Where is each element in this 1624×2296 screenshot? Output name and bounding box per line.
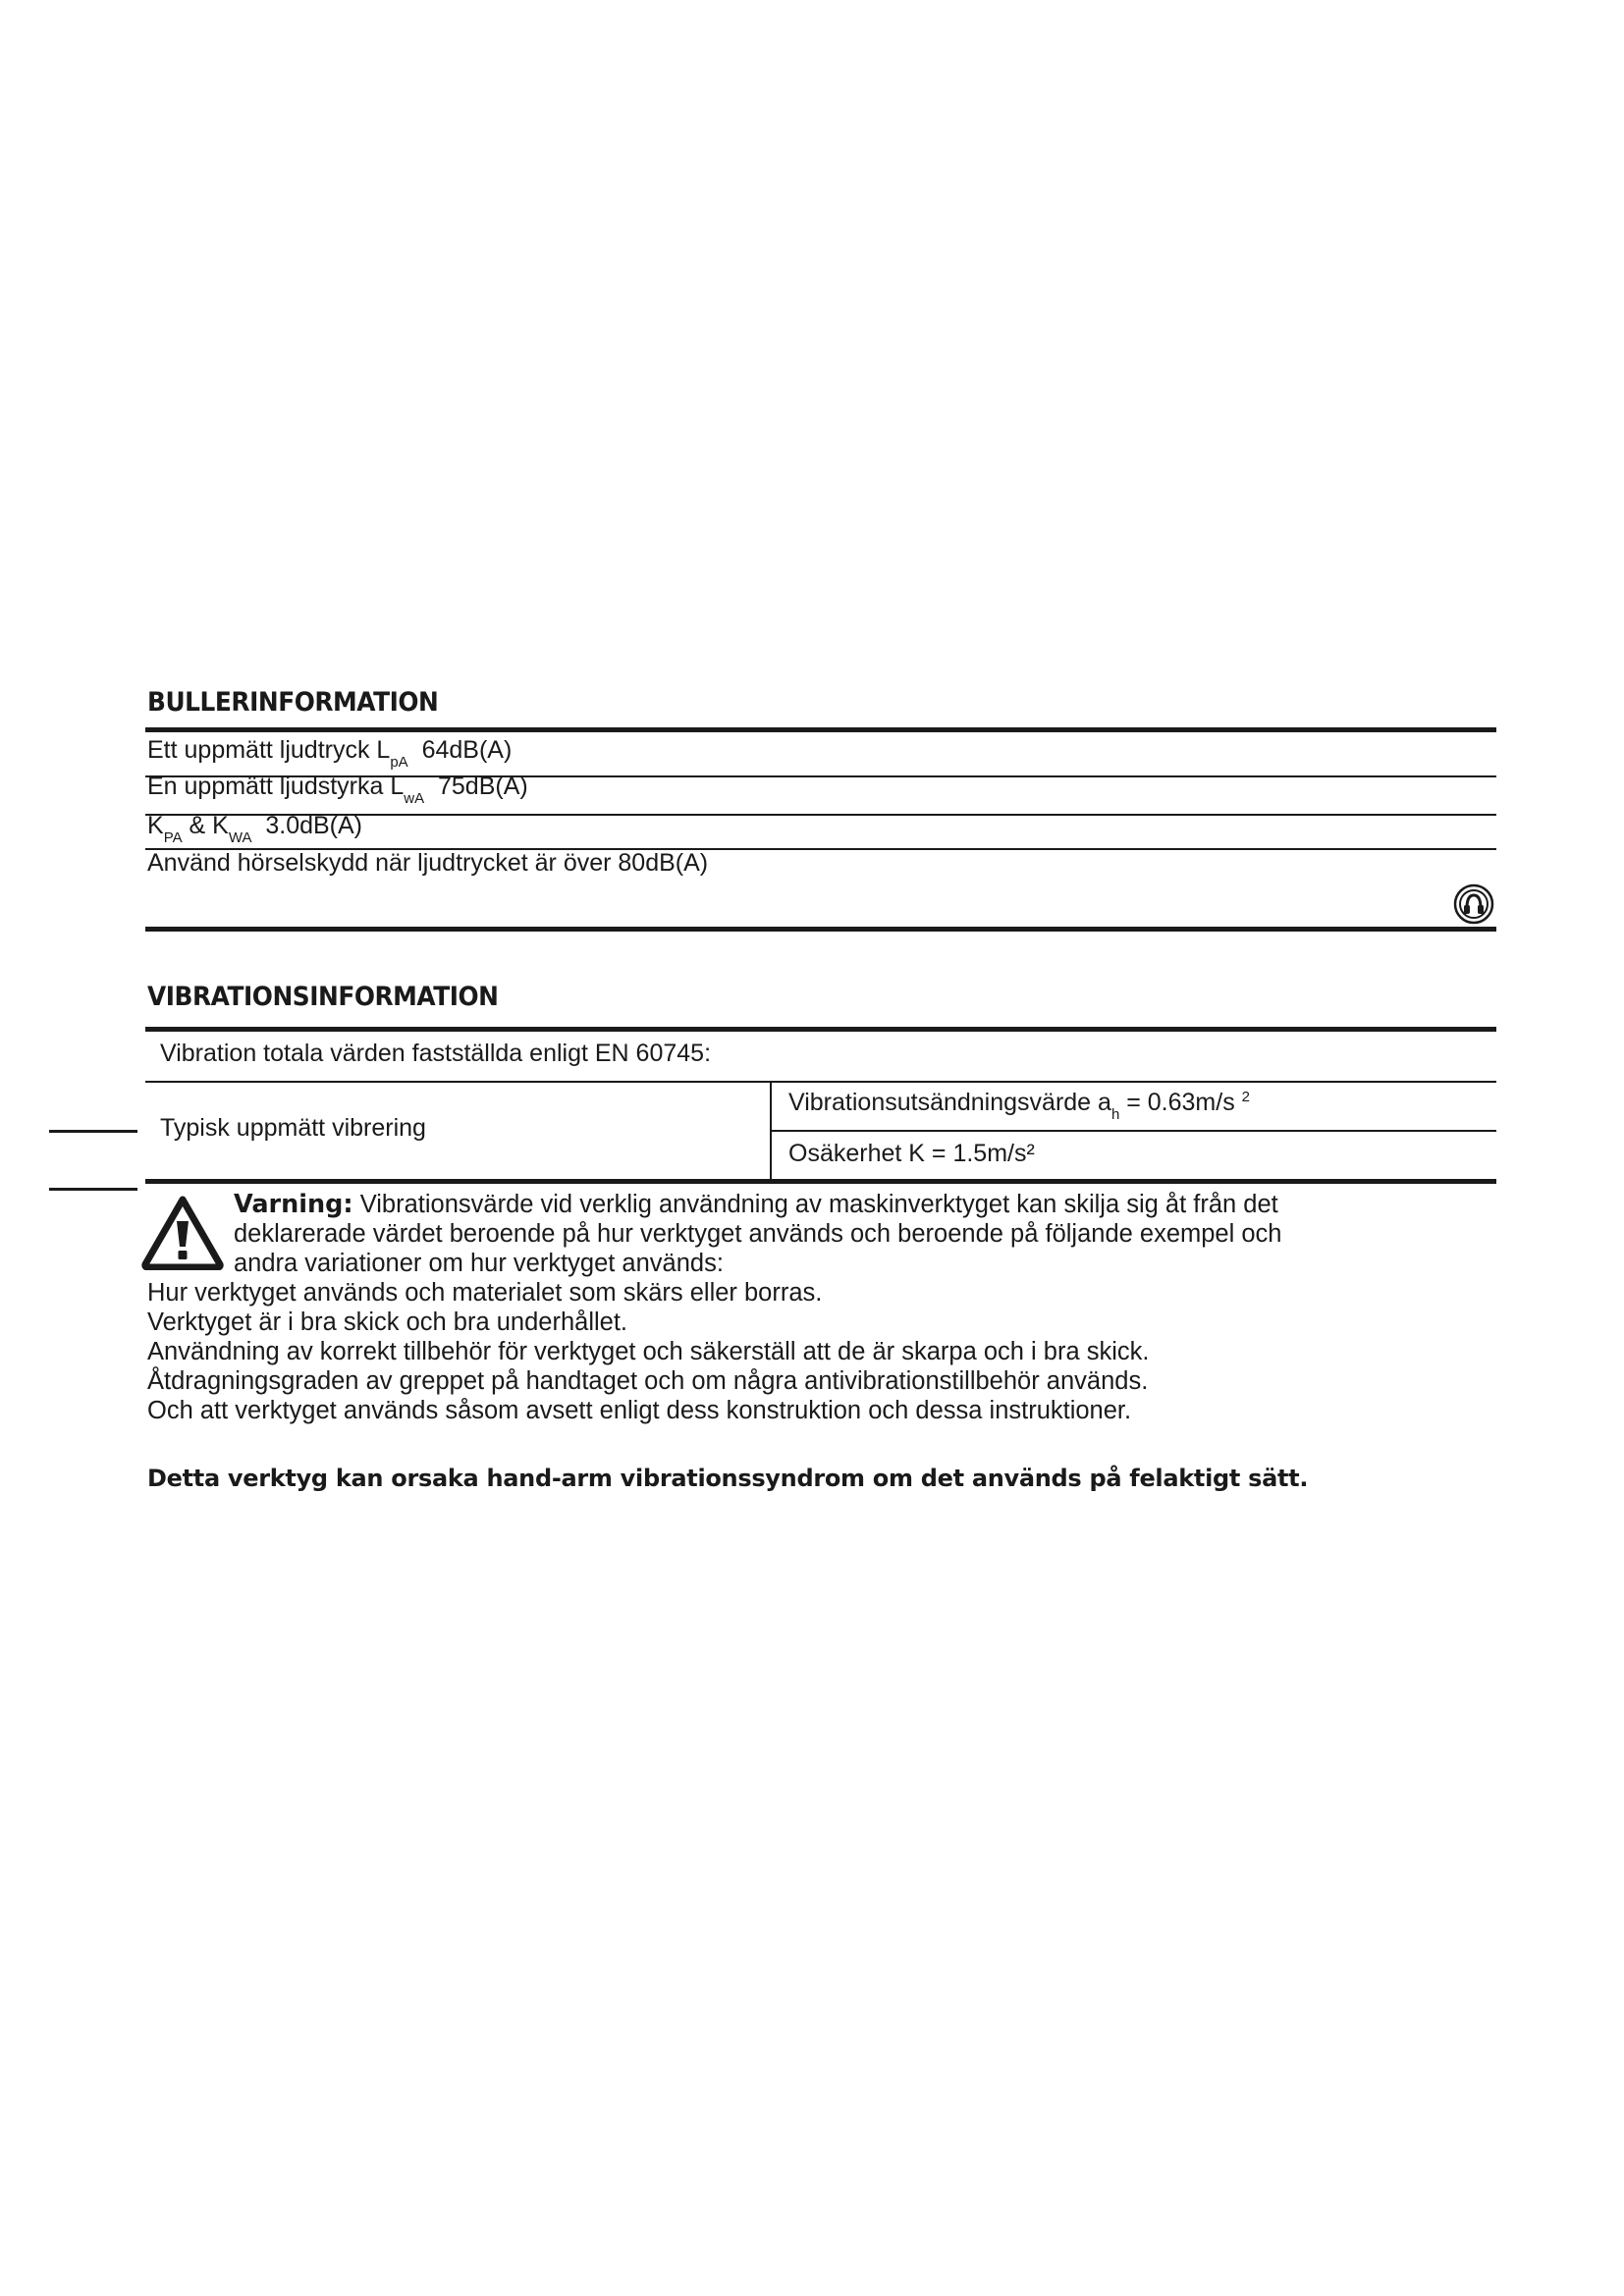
vibration-bottom-rule [145,1179,1496,1184]
hearing-protection-icon [1453,883,1494,925]
sound-power-row: En uppmätt ljudstyrka $L_{wA}$ 75dB(A) [147,773,528,807]
warning-item: Och att verktyget används såsom avsett enligt dess konstruktion och dessa instruktioner. [147,1397,1132,1424]
vibration-top-rule [145,1027,1496,1032]
hearing-protection-row: Använd hörselskydd när ljudtrycket är över 80dB(A) [147,849,709,877]
warning-item: Åtdragningsgraden av greppet på handtaget och om några antivibrationstillbehör används. [147,1367,1149,1395]
vibration-heading: VIBRATIONSINFORMATION [147,982,499,1012]
final-warning: Detta verktyg kan orsaka hand-arm vibrationssyndrom om det används på felaktigt sätt. [147,1465,1309,1492]
warning-line-3: andra variationer om hur verktyget används: [234,1250,724,1277]
vibration-label: Typisk uppmätt vibrering [160,1114,426,1142]
noise-top-rule [145,727,1496,732]
vibration-emission-value: Vibrationsutsändningsvärde $a_h = 0.63m/s$ $^2$ [788,1089,1250,1123]
sound-pressure-row: Ett uppmätt ljudtryck $L_{pA}$ 64dB(A) [147,736,513,771]
warning-item: Verktyget är i bra skick och bra underhållet. [147,1308,627,1336]
noise-bottom-rule [145,927,1496,932]
vibration-cell-divider [771,1130,1496,1132]
warning-label: Varning: [234,1190,353,1219]
warning-triangle-icon [141,1196,224,1270]
warning-item: Hur verktyget används och materialet som skärs eller borras. [147,1279,823,1307]
margin-mark [49,1130,137,1133]
uncertainty-row: $K_{PA}$ & $K_{WA}$ 3.0dB(A) [147,812,363,846]
noise-heading: BULLERINFORMATION [147,687,439,718]
margin-mark [49,1188,137,1191]
warning-line-1: Varning: Vibrationsvärde vid verklig användning av maskinverktyget kan skilja sig åt från det [234,1190,1278,1219]
vibration-intro: Vibration totala värden fastställda enligt EN 60745: [160,1040,712,1067]
vibration-uncertainty-value: Osäkerhet K = 1.5m/s² [788,1140,1035,1167]
vibration-row-divider [145,1081,1496,1083]
warning-line-2: deklarerade värdet beroende på hur verktyget används och beroende på följande exempel och [234,1220,1282,1248]
warning-item: Användning av korrekt tillbehör för verktyget och säkerställ att de är skarpa och i bra skick. [147,1338,1150,1365]
